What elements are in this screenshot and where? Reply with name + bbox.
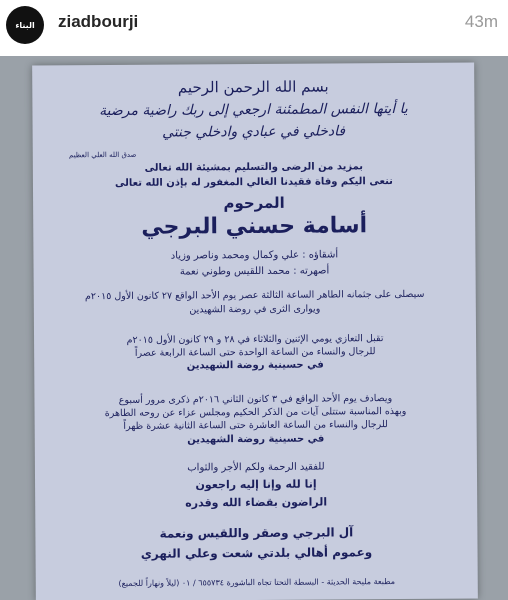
post-header <box>0 0 508 56</box>
memorial-line-4: في حسينية روضة الشهيدين <box>187 433 325 446</box>
memorial-line-2: وبهذه المناسبة ستتلى آيات من الذكر الحكيم ومجلس عزاء عن روحه الطاهرة <box>104 405 407 420</box>
condolence-line-3: في حسينية روضة الشهيدين <box>186 359 324 372</box>
prayer-line-2: إنا لله وإنا إليه راجعون <box>195 477 317 492</box>
funeral-line-1: سيصلى على جثمانه الطاهر الساعة الثالثة عصر يوم الأحد الواقع ٢٧ كانون الأول ٢٠١٥م <box>84 288 425 303</box>
post-timestamp: 43m <box>464 12 498 31</box>
memorial-line-1: ويصادف يوم الأحد الواقع في ٣ كانون الثاني ٢٠١٦م ذكرى مرور أسبوع <box>118 393 393 406</box>
prayer-line-1: للفقيد الرحمة ولكم الأجر والثواب <box>187 461 325 474</box>
inlaws-line: أصهرته : محمد اللقيس وطوني نعمة <box>179 265 330 278</box>
verse-line-1: يا أيتها النفس المطمئنة ارجعي إلى ربك راضية مرضية <box>99 100 408 120</box>
condolence-line-2: للرجال والنساء من الساعة الواحدة حتى الساعة الرابعة عصراً <box>134 346 376 359</box>
verse-source: صدق الله العلي العظيم <box>68 150 137 160</box>
families-line-2: وعموم أهالي بلدتي شعت وعلي النهري <box>140 545 373 561</box>
obituary-notice <box>32 62 478 600</box>
memorial-line-3: للرجال والنساء من الساعة العاشرة حتى الساعة الثانية عشرة ظهراً <box>123 419 388 432</box>
avatar[interactable] <box>6 6 44 44</box>
deceased-name: أسامة حسني البرجي <box>141 213 368 240</box>
verse-line-2: فادخلي في عبادي وادخلي جنتي <box>162 123 346 141</box>
printer-footer: مطبعة مليحة الحديثة - البسطة التحتا تجاه الباشورة ٦٥٥٧٣٤ / ٠١ (ليلاً ونهاراً للجميع) <box>118 577 396 588</box>
avatar-label: البناء <box>15 20 35 30</box>
post-photo[interactable] <box>0 56 508 600</box>
basmala: بسم الله الرحمن الرحيم <box>177 77 329 97</box>
funeral-line-2: ويوارى الثرى في روضة الشهيدين <box>189 303 321 316</box>
siblings-line: أشقاؤه : علي وكمال ومحمد وناصر وزياد <box>170 249 339 262</box>
username-link[interactable]: ziadbourji <box>58 12 139 31</box>
intro-line-2: ننعى اليكم وفاة فقيدنا الغالي المغفور له بإذن الله تعالى <box>114 176 393 189</box>
condolence-line-1: تقبل التعازي يومي الإثنين والثلاثاء في ٢٨ و ٢٩ كانون الأول ٢٠١٥م <box>126 333 384 346</box>
families-line-1: آل البرجي وصقر واللقيس ونعمة <box>159 525 354 541</box>
deceased-title: المرحوم <box>223 193 285 213</box>
prayer-line-3: الراضون بقضاء الله وقدره <box>185 495 328 510</box>
intro-line-1: بمزيد من الرضى والتسليم بمشيئة الله تعالى <box>144 161 364 174</box>
